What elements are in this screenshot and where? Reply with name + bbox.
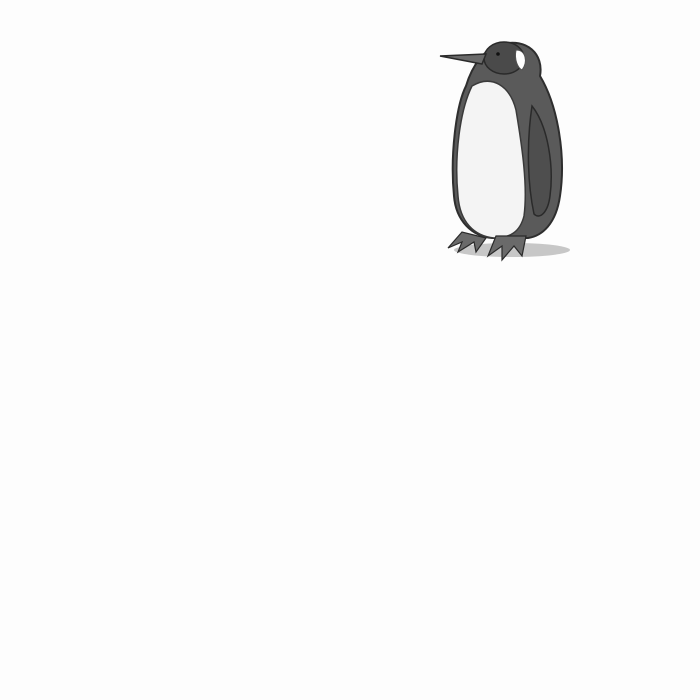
penguin-illustration [432,36,592,266]
penguin-icon [432,36,592,266]
